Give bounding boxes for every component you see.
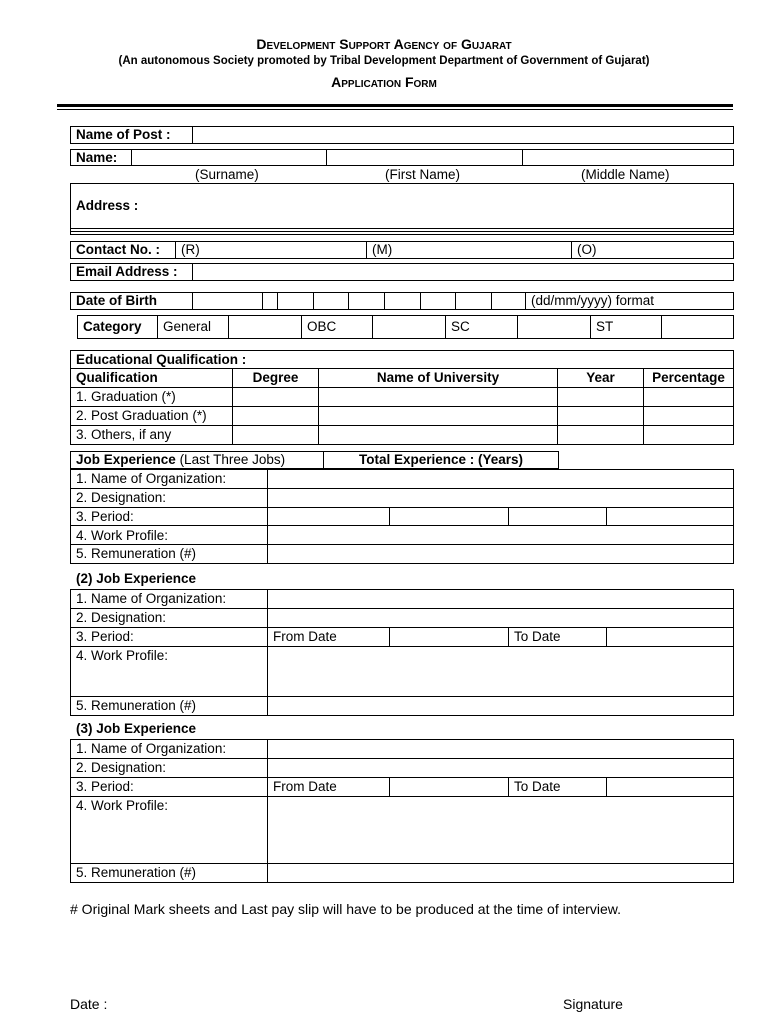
job2-title: (2) Job Experience [76, 571, 197, 586]
name-table [70, 149, 734, 166]
job3-to-date-label: To Date [509, 778, 607, 797]
table-row [71, 778, 734, 797]
job1-row-label: 4. Work Profile: [71, 526, 268, 545]
job1-period-cell-3[interactable] [509, 507, 607, 526]
table-row [71, 740, 734, 759]
contact-label: Contact No. : [71, 242, 176, 259]
contact-residence-label: (R) [181, 242, 200, 258]
dob-box-9[interactable] [492, 293, 526, 310]
dob-box-8[interactable] [456, 293, 492, 310]
job1-row-label: 1. Name of Organization: [71, 470, 268, 489]
category-obc-box[interactable] [373, 316, 446, 339]
contact-residence-field[interactable] [176, 242, 367, 259]
middle-name-hint: (Middle Name) [581, 167, 670, 182]
job3-work-profile-field[interactable] [268, 797, 734, 864]
category-label: Category [78, 316, 158, 339]
university-cell[interactable] [319, 426, 558, 445]
table-row [71, 628, 734, 647]
total-experience-label: Total Experience : (Years) [324, 452, 559, 469]
first-name-hint: (First Name) [385, 167, 460, 182]
job1-label-note: (Last Three Jobs) [179, 452, 286, 468]
contact-mobile-label: (M) [372, 242, 393, 258]
contact-office-field[interactable] [572, 242, 734, 259]
address-line-2[interactable] [71, 231, 734, 234]
middle-name-field[interactable] [523, 150, 734, 166]
year-cell[interactable] [558, 426, 644, 445]
job2-row-label: 2. Designation: [71, 609, 268, 628]
table-row [71, 507, 734, 526]
contact-mobile-field[interactable] [367, 242, 572, 259]
contact-table [70, 241, 734, 259]
year-cell[interactable] [558, 407, 644, 426]
job3-row-label: 2. Designation: [71, 759, 268, 778]
surname-hint: (Surname) [195, 167, 259, 182]
education-row-label: 2. Post Graduation (*) [71, 407, 233, 426]
table-row [71, 609, 734, 628]
email-table [70, 263, 734, 281]
form-subtitle: (An autonomous Society promoted by Tribal Development Department of Government of Gujarat) [118, 55, 650, 67]
job3-to-date-field[interactable] [607, 778, 734, 797]
date-label: Date : [70, 996, 108, 1012]
job2-table [70, 589, 734, 716]
category-general-label: General [158, 316, 229, 339]
job1-remuneration-field[interactable] [268, 545, 734, 564]
post-label: Name of Post : [71, 127, 193, 144]
category-table [77, 315, 734, 339]
job3-designation-field[interactable] [268, 759, 734, 778]
education-table [70, 350, 734, 445]
job2-row-label: 5. Remuneration (#) [71, 697, 268, 716]
job1-label-bold: Job Experience [76, 452, 176, 468]
degree-cell[interactable] [233, 388, 319, 407]
education-col-degree: Degree [233, 369, 319, 388]
dob-box-6[interactable] [385, 293, 421, 310]
job3-row-label: 4. Work Profile: [71, 797, 268, 864]
job2-designation-field[interactable] [268, 609, 734, 628]
surname-field[interactable] [132, 150, 327, 166]
table-row [71, 545, 734, 564]
dob-box-2[interactable] [263, 293, 278, 310]
dob-box-1[interactable] [193, 293, 263, 310]
form-title: Application Form [331, 74, 437, 90]
post-field[interactable] [193, 127, 734, 144]
degree-cell[interactable] [233, 426, 319, 445]
job1-period-cell-1[interactable] [268, 507, 390, 526]
degree-cell[interactable] [233, 407, 319, 426]
category-general-box[interactable] [229, 316, 302, 339]
job1-header-table [70, 451, 734, 469]
job1-table [70, 469, 734, 564]
dob-table [70, 292, 734, 310]
email-label: Email Address : [71, 264, 193, 281]
first-name-field[interactable] [327, 150, 523, 166]
table-row [71, 426, 734, 445]
job2-row-label: 4. Work Profile: [71, 647, 268, 697]
category-sc-box[interactable] [518, 316, 591, 339]
percentage-cell[interactable] [644, 426, 734, 445]
job3-from-date-label: From Date [268, 778, 390, 797]
job3-title: (3) Job Experience [76, 721, 197, 736]
job2-from-date-field[interactable] [390, 628, 509, 647]
university-cell[interactable] [319, 407, 558, 426]
job3-row-label: 3. Period: [71, 778, 268, 797]
year-cell[interactable] [558, 388, 644, 407]
job2-from-date-label: From Date [268, 628, 390, 647]
education-col-qualification: Qualification [71, 369, 233, 388]
category-st-label: ST [591, 316, 662, 339]
table-row [71, 697, 734, 716]
job1-period-cell-2[interactable] [390, 507, 509, 526]
job1-label [71, 452, 324, 469]
table-row [71, 388, 734, 407]
education-row-label: 3. Others, if any [71, 426, 233, 445]
job1-row-label: 2. Designation: [71, 488, 268, 507]
header-rule-thin [57, 109, 733, 110]
percentage-cell[interactable] [644, 388, 734, 407]
job1-row-label: 5. Remuneration (#) [71, 545, 268, 564]
job1-work-profile-field[interactable] [268, 526, 734, 545]
table-row [71, 470, 734, 489]
job2-remuneration-field[interactable] [268, 697, 734, 716]
job3-from-date-field[interactable] [390, 778, 509, 797]
job2-work-profile-field[interactable] [268, 647, 734, 697]
dob-label: Date of Birth [71, 293, 193, 310]
job1-organization-field[interactable] [268, 470, 734, 489]
dob-box-4[interactable] [314, 293, 349, 310]
header-rule-thick [57, 104, 733, 107]
job1-designation-field[interactable] [268, 488, 734, 507]
education-section-label: Educational Qualification : [71, 351, 734, 369]
job2-row-label: 3. Period: [71, 628, 268, 647]
education-col-year: Year [558, 369, 644, 388]
job1-row-label: 3. Period: [71, 507, 268, 526]
table-row [71, 488, 734, 507]
table-row [71, 797, 734, 864]
name-label: Name: [71, 150, 132, 166]
address-table [70, 183, 734, 235]
job1-period-cell-4[interactable] [607, 507, 734, 526]
table-row [71, 647, 734, 697]
table-row [71, 590, 734, 609]
table-row [71, 526, 734, 545]
signature-label: Signature [563, 996, 623, 1012]
table-row [71, 407, 734, 426]
contact-office-label: (O) [577, 242, 597, 258]
total-experience-field[interactable] [559, 452, 735, 469]
job3-table [70, 739, 734, 883]
post-table [70, 126, 734, 144]
job3-row-label: 5. Remuneration (#) [71, 864, 268, 883]
address-label: Address : [71, 184, 734, 229]
footer-note: # Original Mark sheets and Last pay slip will have to be produced at the time of interview. [70, 901, 621, 917]
dob-box-7[interactable] [421, 293, 456, 310]
category-st-box[interactable] [662, 316, 734, 339]
job3-organization-field[interactable] [268, 740, 734, 759]
job2-row-label: 1. Name of Organization: [71, 590, 268, 609]
job2-to-date-field[interactable] [607, 628, 734, 647]
job3-row-label: 1. Name of Organization: [71, 740, 268, 759]
category-obc-label: OBC [302, 316, 373, 339]
education-col-percentage: Percentage [644, 369, 734, 388]
job3-remuneration-field[interactable] [268, 864, 734, 883]
dob-box-3[interactable] [278, 293, 314, 310]
university-cell[interactable] [319, 388, 558, 407]
email-field[interactable] [193, 264, 734, 281]
org-name: Development Support Agency of Gujarat [256, 36, 512, 52]
job2-to-date-label: To Date [509, 628, 607, 647]
category-sc-label: SC [446, 316, 518, 339]
job2-organization-field[interactable] [268, 590, 734, 609]
dob-box-5[interactable] [349, 293, 385, 310]
table-row [71, 759, 734, 778]
percentage-cell[interactable] [644, 407, 734, 426]
dob-format-hint: (dd/mm/yyyy) format [526, 293, 734, 310]
education-col-university: Name of University [319, 369, 558, 388]
table-row [71, 864, 734, 883]
education-row-label: 1. Graduation (*) [71, 388, 233, 407]
